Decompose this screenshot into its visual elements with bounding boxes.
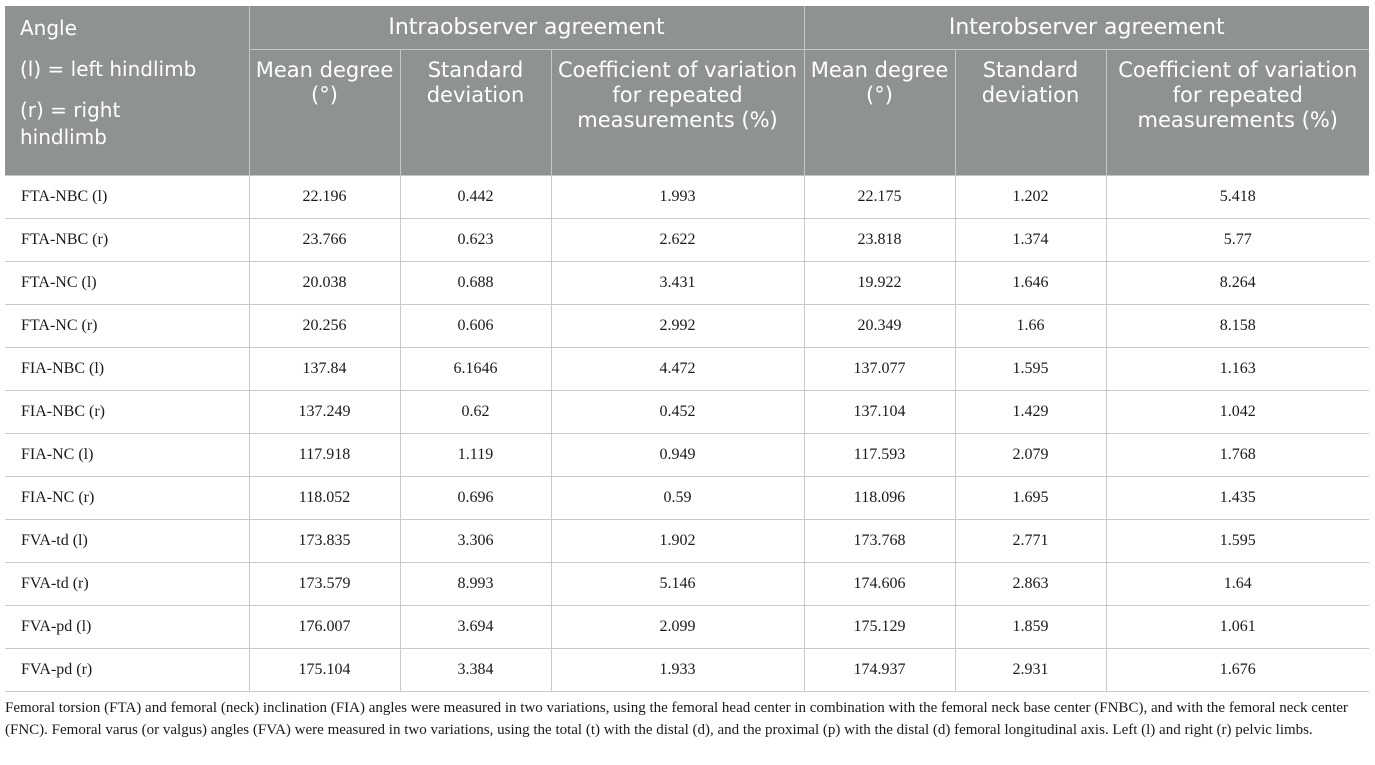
inter-cv-cell: 5.418 [1106, 176, 1369, 219]
header-row-groups [5, 6, 1369, 50]
inter-sd-cell: 2.771 [955, 520, 1106, 563]
angle-cell: FIA-NBC (l) [5, 348, 249, 391]
angle-cell: FIA-NBC (r) [5, 391, 249, 434]
inter-mean-cell: 173.768 [804, 520, 955, 563]
intra-sd-cell: 0.606 [400, 305, 551, 348]
angle-header-title: Angle [20, 16, 77, 40]
intra-sd-cell: 6.1646 [400, 348, 551, 391]
table-row [5, 305, 1369, 348]
angle-cell: FVA-pd (r) [5, 649, 249, 692]
intra-cv-cell: 3.431 [551, 262, 804, 305]
agreement-table [5, 6, 1369, 692]
table-row [5, 606, 1369, 649]
intra-mean-cell: 20.256 [249, 305, 400, 348]
angle-column-header [5, 6, 249, 176]
table-row [5, 262, 1369, 305]
intra-sd-cell: 3.384 [400, 649, 551, 692]
intra-cv-header: Coefficient of variation for repeated measurements (%) [551, 50, 804, 176]
angle-header-left-legend: (l) = left hindlimb [20, 57, 197, 81]
interobserver-group-header: Interobserver agreement [804, 6, 1369, 50]
intra-sd-cell: 3.694 [400, 606, 551, 649]
table-row [5, 434, 1369, 477]
angle-cell: FTA-NC (l) [5, 262, 249, 305]
intra-cv-cell: 5.146 [551, 563, 804, 606]
inter-mean-cell: 20.349 [804, 305, 955, 348]
intraobserver-group-header: Intraobserver agreement [249, 6, 804, 50]
intra-cv-cell: 1.902 [551, 520, 804, 563]
inter-mean-cell: 174.937 [804, 649, 955, 692]
intra-mean-cell: 173.579 [249, 563, 400, 606]
angle-cell: FIA-NC (r) [5, 477, 249, 520]
table-row [5, 219, 1369, 262]
intra-cv-cell: 0.452 [551, 391, 804, 434]
inter-sd-cell: 2.931 [955, 649, 1106, 692]
inter-cv-cell: 1.061 [1106, 606, 1369, 649]
intra-mean-cell: 118.052 [249, 477, 400, 520]
intra-mean-cell: 117.918 [249, 434, 400, 477]
table-row [5, 391, 1369, 434]
table-row [5, 477, 1369, 520]
inter-sd-cell: 1.429 [955, 391, 1106, 434]
table-row [5, 348, 1369, 391]
inter-sd-cell: 1.695 [955, 477, 1106, 520]
inter-cv-cell: 1.768 [1106, 434, 1369, 477]
angle-cell: FTA-NC (r) [5, 305, 249, 348]
intra-cv-cell: 0.59 [551, 477, 804, 520]
inter-sd-header: Standard deviation [955, 50, 1106, 176]
inter-sd-cell: 1.646 [955, 262, 1106, 305]
inter-cv-cell: 1.676 [1106, 649, 1369, 692]
intra-mean-cell: 22.196 [249, 176, 400, 219]
intra-sd-cell: 1.119 [400, 434, 551, 477]
inter-mean-cell: 19.922 [804, 262, 955, 305]
inter-cv-cell: 1.64 [1106, 563, 1369, 606]
inter-mean-cell: 137.077 [804, 348, 955, 391]
intra-mean-cell: 175.104 [249, 649, 400, 692]
table-figure [5, 6, 1369, 741]
angle-cell: FTA-NBC (r) [5, 219, 249, 262]
intra-sd-cell: 3.306 [400, 520, 551, 563]
intra-mean-cell: 23.766 [249, 219, 400, 262]
angle-cell: FVA-pd (l) [5, 606, 249, 649]
inter-mean-cell: 23.818 [804, 219, 955, 262]
inter-mean-cell: 137.104 [804, 391, 955, 434]
angle-header-right-legend: (r) = right [20, 98, 121, 122]
inter-cv-cell: 1.595 [1106, 520, 1369, 563]
intra-mean-cell: 20.038 [249, 262, 400, 305]
inter-mean-cell: 174.606 [804, 563, 955, 606]
inter-cv-cell: 8.264 [1106, 262, 1369, 305]
table-row [5, 649, 1369, 692]
inter-sd-cell: 2.863 [955, 563, 1106, 606]
angle-header-right-legend-cont: hindlimb [20, 125, 107, 149]
intra-sd-cell: 0.442 [400, 176, 551, 219]
intra-sd-cell: 0.696 [400, 477, 551, 520]
intra-mean-cell: 176.007 [249, 606, 400, 649]
intra-cv-cell: 2.622 [551, 219, 804, 262]
inter-mean-header: Mean degree (°) [804, 50, 955, 176]
inter-cv-header: Coefficient of variation for repeated measurements (%) [1106, 50, 1369, 176]
angle-cell: FVA-td (l) [5, 520, 249, 563]
intra-cv-cell: 2.099 [551, 606, 804, 649]
inter-cv-cell: 5.77 [1106, 219, 1369, 262]
angle-cell: FTA-NBC (l) [5, 176, 249, 219]
inter-cv-cell: 1.163 [1106, 348, 1369, 391]
inter-sd-cell: 1.595 [955, 348, 1106, 391]
intra-cv-cell: 2.992 [551, 305, 804, 348]
intra-mean-cell: 137.84 [249, 348, 400, 391]
intra-sd-cell: 0.688 [400, 262, 551, 305]
intra-mean-cell: 173.835 [249, 520, 400, 563]
intra-sd-cell: 0.623 [400, 219, 551, 262]
table-row [5, 563, 1369, 606]
angle-cell: FIA-NC (l) [5, 434, 249, 477]
table-row [5, 520, 1369, 563]
inter-sd-cell: 1.66 [955, 305, 1106, 348]
intra-cv-cell: 0.949 [551, 434, 804, 477]
intra-cv-cell: 4.472 [551, 348, 804, 391]
table-row [5, 176, 1369, 219]
inter-mean-cell: 22.175 [804, 176, 955, 219]
inter-cv-cell: 1.435 [1106, 477, 1369, 520]
angle-cell: FVA-td (r) [5, 563, 249, 606]
inter-mean-cell: 118.096 [804, 477, 955, 520]
intra-mean-cell: 137.249 [249, 391, 400, 434]
inter-mean-cell: 117.593 [804, 434, 955, 477]
intra-cv-cell: 1.993 [551, 176, 804, 219]
inter-mean-cell: 175.129 [804, 606, 955, 649]
inter-cv-cell: 8.158 [1106, 305, 1369, 348]
inter-sd-cell: 1.859 [955, 606, 1106, 649]
intra-mean-header: Mean degree (°) [249, 50, 400, 176]
table-header [5, 6, 1369, 176]
intra-sd-header: Standard deviation [400, 50, 551, 176]
table-footnote: Femoral torsion (FTA) and femoral (neck) inclination (FIA) angles were measured in two variations, using the femoral head center in combination with the femoral neck base center (FNBC), and with the femoral neck center (FNC). Femoral varus (or valgus) angles (FVA) were measured in two variations, using the total (t) with the distal (d), and the proximal (p) with the distal (d) femoral longitudinal axis. Left (l) and right (r) pelvic limbs. [5, 700, 1348, 738]
inter-sd-cell: 2.079 [955, 434, 1106, 477]
intra-cv-cell: 1.933 [551, 649, 804, 692]
table-body [5, 176, 1369, 692]
intra-sd-cell: 0.62 [400, 391, 551, 434]
inter-cv-cell: 1.042 [1106, 391, 1369, 434]
inter-sd-cell: 1.374 [955, 219, 1106, 262]
intra-sd-cell: 8.993 [400, 563, 551, 606]
inter-sd-cell: 1.202 [955, 176, 1106, 219]
